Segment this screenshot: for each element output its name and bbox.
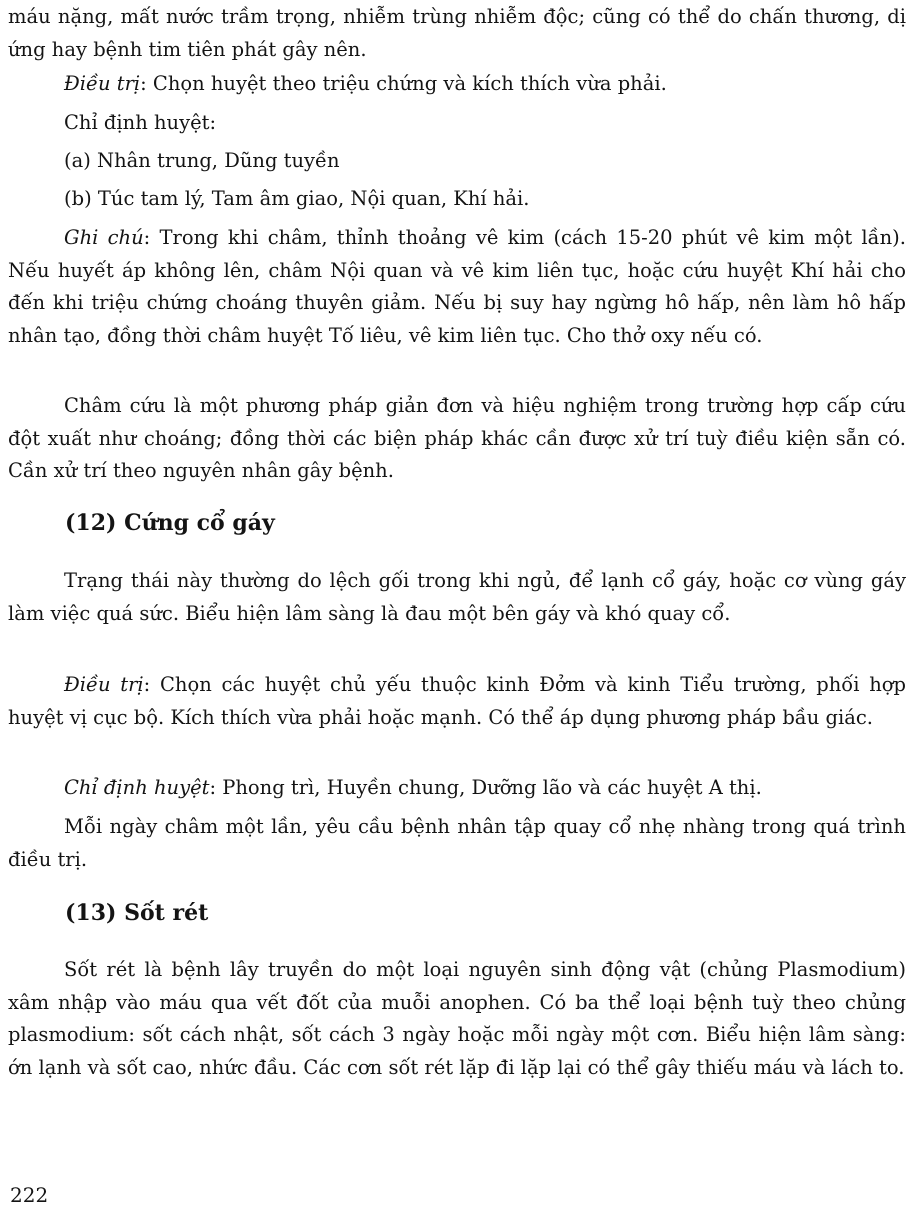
treatment-label: Điều trị <box>64 72 141 95</box>
points-option-b: (b) Túc tam lý, Tam âm giao, Nội quan, Khí hải. <box>64 187 530 210</box>
section-heading-13: (13) Sốt rét <box>65 900 209 926</box>
note-paragraph <box>8 222 906 352</box>
section-heading-12: (12) Cứng cổ gáy <box>65 510 275 536</box>
section-12-treatment <box>8 669 906 734</box>
treatment-line <box>8 68 906 101</box>
points-heading: Chỉ định huyệt: <box>64 111 217 134</box>
paragraph-intro: máu nặng, mất nước trầm trọng, nhiễm trùng nhiễm độc; cũng có thể do chấn thương, dị ứng hay bệnh tim tiên phát gây nên. <box>8 5 906 61</box>
section-12-points <box>8 772 906 805</box>
points-label: Chỉ định huyệt <box>64 776 210 799</box>
section-13-description: Sốt rét là bệnh lây truyền do một loại nguyên sinh động vật (chủng Plasmodium) xâm nhập vào máu qua vết đốt của muỗi anophen. Có ba thể loại bệnh tuỳ theo chủng plasmodium: sốt cách nhật, sốt cách 3 ngày hoặc mỗi ngày một cơn. Biểu hiện lâm sàng: ớn lạnh và sốt cao, nhức đầu. Các cơn sốt rét lặp đi lặp lại có thể gây thiếu máu và lách to. <box>8 958 906 1079</box>
treatment-label: Điều trị <box>64 673 144 696</box>
section-12-description: Trạng thái này thường do lệch gối trong khi ngủ, để lạnh cổ gáy, hoặc cơ vùng gáy làm việc quá sức. Biểu hiện lâm sàng là đau một bên gáy và khó quay cổ. <box>8 569 906 625</box>
treatment-text: : Chọn huyệt theo triệu chứng và kích thích vừa phải. <box>140 72 667 95</box>
treatment-text: : Chọn các huyệt chủ yếu thuộc kinh Đởm và kinh Tiểu trường, phối hợp huyệt vị cục bộ. Kích thích vừa phải hoặc mạnh. Có thể áp dụng phương pháp bầu giác. <box>8 673 906 729</box>
page-number: 222 <box>10 1183 49 1207</box>
note-text: : Trong khi châm, thỉnh thoảng vê kim (cách 15-20 phút vê kim một lần). Nếu huyết áp không lên, châm Nội quan và vê kim liên tục, hoặc cứu huyệt Khí hải cho đến khi triệu chứng choáng thuyên giảm. Nếu bị suy hay ngừng hô hấp, nên làm hô hấp nhân tạo, đồng thời châm huyệt Tố liêu, vê kim liên tục. Cho thở oxy nếu có. <box>8 226 906 347</box>
points-text: : Phong trì, Huyền chung, Dưỡng lão và các huyệt A thị. <box>209 776 762 799</box>
summary-paragraph: Châm cứu là một phương pháp giản đơn và hiệu nghiệm trong trường hợp cấp cứu đột xuất như choáng; đồng thời các biện pháp khác cần được xử trí tuỳ điều kiện sẵn có. Cần xử trí theo nguyên nhân gây bệnh. <box>8 394 906 482</box>
note-label: Ghi chú <box>64 226 144 249</box>
points-option-a: (a) Nhân trung, Dũng tuyền <box>64 149 340 172</box>
section-12-daily: Mỗi ngày châm một lần, yêu cầu bệnh nhân tập quay cổ nhẹ nhàng trong quá trình điều trị. <box>8 815 906 871</box>
